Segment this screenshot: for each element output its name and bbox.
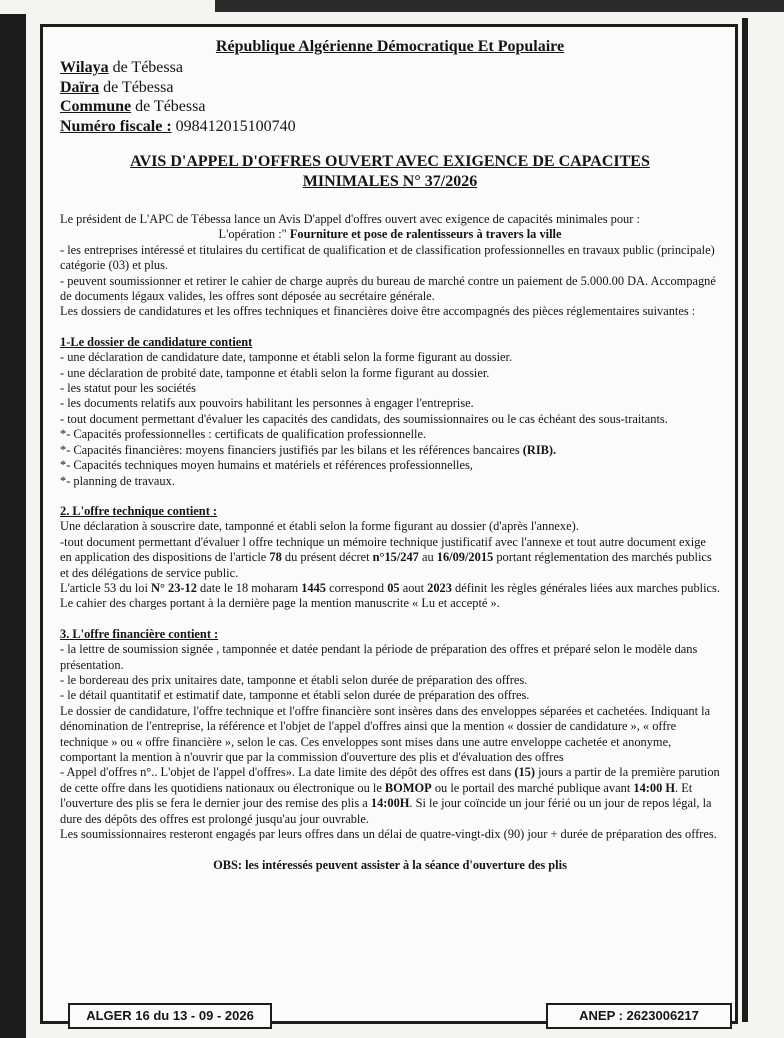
bold-run: BOMOP [384, 780, 432, 795]
fiscal-line [60, 117, 720, 137]
bold-run: 2023 [427, 580, 452, 595]
text-run: date le 18 moharam [196, 580, 302, 595]
financial-text: *- Capacités financières: moyens financiers justifiés par les bilans et les références bancaires [60, 442, 523, 457]
text-run: correspond [325, 580, 388, 595]
notice-title-line1: AVIS D'APPEL D'OFFRES OUVERT AVEC EXIGENCE DE CAPACITES [130, 153, 650, 170]
wilaya-value: de Tébessa [108, 59, 183, 76]
header-block [60, 58, 720, 136]
section3-item: - la lettre de soumission signée , tamponnée et datée pendant la période de préparation des offres et préparé selon le modèle dans présentation. [60, 642, 698, 672]
right-border [742, 18, 748, 1022]
footer-anep-box: ANEP : 2623006217 [546, 1003, 732, 1029]
section2-paragraph [60, 535, 720, 581]
text-run: au [418, 550, 437, 565]
bold-run: N° 23-12 [151, 580, 197, 595]
notice-title-line2: MINIMALES N° 37/2026 [302, 173, 478, 190]
section1-item: - les documents relatifs aux pouvoirs habilitant les personnes à engager l'entreprise. [60, 396, 474, 411]
bold-run: 14:00H [370, 796, 410, 811]
section3-item: - le détail quantitatif et estimatif date, tamponne et établi selon durée de préparation des offres. [60, 688, 530, 703]
documents-paragraph: Les dossiers de candidatures et les offres techniques et financières doive être accompagnés des pièces réglementaires suivantes : [60, 304, 696, 319]
eligibility-paragraph: - les entreprises intéressé et titulaires du certificat de qualification et de classification professionnelles en travaux public (principale) catégorie (03) et plus. [60, 242, 715, 273]
section1-item: - tout document permettant d'évaluer les capacités des candidats, des soumissionnaires ou le cas échéant des sous-traitants. [60, 411, 668, 426]
section1-title: 1-Le dossier de candidature contient [60, 334, 253, 349]
text-run: ou le portail des marché publique avant [431, 780, 634, 795]
wilaya-label: Wilaya [60, 59, 109, 76]
section2-paragraph [60, 581, 720, 596]
text-run: - Appel d'offres n°.. L'objet de l'appel d'offres». La date limite des dépôt des offres est dans [60, 765, 515, 780]
bold-run: (15) [514, 765, 535, 780]
daira-line [60, 78, 720, 98]
text-run: . Si le jour coïncide un jour férié ou un jour de repos légal, la dure des dépôts des offres est prolongé jusqu'au jour ouvrable. [60, 796, 712, 826]
text-run: jours a partir de la première parution de cette offre dans les quotidiens nationaux ou électronique ou le [60, 765, 720, 795]
section2-title: 2. L'offre technique contient : [60, 503, 218, 518]
section3-final-paragraph: Les soumissionnaires resteront engagés par leurs offres dans un délai de quatre-vingt-dix (90) jour + durée de préparation des offres. [60, 827, 717, 842]
operation-line [60, 227, 720, 242]
section1-item: - les statut pour les sociétés [60, 381, 196, 396]
bold-run: 14:00 H [633, 780, 676, 795]
section1-item: *- Capacités techniques moyen humains et matériels et références professionnelles, [60, 458, 473, 473]
daira-value: de Tébessa [99, 78, 174, 96]
intro-paragraph: Le président de L'APC de Tébessa lance un Avis D'appel d'offres ouvert avec exigence de capacités minimales pour : [60, 212, 640, 226]
text-run: portant réglementation des marchés publics et des délégations de service public. [60, 550, 712, 580]
text-run: du présent décret [281, 550, 373, 565]
section1-item: - une déclaration de probité date, tamponne et établi selon la forme figurant au dossier. [60, 365, 490, 380]
notice-body [60, 212, 720, 874]
text-run: . Et l'ouverture des plis se fera le dernier jour des remise des plis a [60, 780, 693, 811]
section2-paragraph: Une déclaration à souscrire date, tamponné et établi selon la forme figurant au dossier (d'après l'annexe). [60, 519, 579, 534]
top-border-cutout [0, 0, 219, 12]
text-run: L'article 53 du loi [60, 580, 152, 595]
bold-run: 16/09/2015 [436, 550, 494, 565]
section3-item: Le dossier de candidature, l'offre technique et l'offre financière sont insères dans des enveloppes séparées et cachetées. Indiquant la dénomination de l'entreprise, la référence et l'objet de l'appel d'offres ainsi que la mention « dossier de candidature », « offre technique » ou « offre financière », selon le cas. Ces enveloppes sont mises dans une autre enveloppe cachetée et anonyme, comportant la mention à n'ouvrir que par la commission d'ouverture des plis et d'évaluation des offres [60, 703, 711, 764]
left-border [0, 14, 26, 1038]
fiscal-value: 098412015100740 [171, 117, 296, 135]
section3-deadline-paragraph [60, 765, 720, 827]
obs-note: OBS: les intéressés peuvent assister à la séance d'ouverture des plis [213, 858, 567, 873]
section1-financial-item [60, 443, 720, 458]
commune-value: de Tébessa [131, 98, 206, 115]
section1-item: *- Capacités professionnelles : certificats de qualification professionnelle. [60, 427, 427, 442]
section1-item: *- planning de travaux. [60, 473, 175, 488]
section1-item: - une déclaration de candidature date, tamponne et établi selon la forme figurant au dossier. [60, 350, 513, 365]
section3-item: - le bordereau des prix unitaires date, tamponne et établi selon durée de préparation des offres. [60, 672, 528, 687]
text-run: aout [399, 580, 428, 595]
text-run: -tout document permettant d'évaluer l offre technique un mémoire technique justificatif avec l'annexe et tout autre document exige en application des dispositions de l'article [60, 534, 706, 565]
rib-label: (RIB). [522, 442, 557, 457]
withdrawal-paragraph: - peuvent soumissionner et retirer le cahier de charge auprès du bureau de marché contre un paiement de 5.000.00 DA. Accompagné de documents légaux valides, les offres sont déposée au secrétaire générale. [60, 273, 716, 304]
wilaya-line [60, 58, 720, 78]
daira-label: Daïra [60, 78, 100, 96]
top-border [0, 0, 784, 12]
bold-run: 78 [269, 550, 282, 565]
operation-value: Fourniture et pose de ralentisseurs à travers la ville [289, 227, 562, 242]
bold-run: n°15/247 [372, 550, 419, 565]
text-run: définit les règles générales liées aux marches publics. [451, 580, 720, 595]
fiscal-label: Numéro fiscale : [60, 117, 172, 135]
republic-heading: République Algérienne Démocratique Et Populaire [215, 38, 565, 55]
commune-line [60, 97, 720, 117]
section2-paragraph: Le cahier des charges portant à la dernière page la mention manuscrite « Lu et accepté ». [60, 596, 500, 611]
bold-run: 05 [387, 580, 400, 595]
bold-run: 1445 [301, 580, 326, 595]
section3-title: 3. L'offre financière contient : [60, 626, 219, 641]
commune-label: Commune [60, 98, 132, 115]
notice-content [60, 38, 720, 874]
notice-title [60, 152, 720, 192]
operation-label: L'opération :" [218, 227, 290, 242]
footer-date-box: ALGER 16 du 13 - 09 - 2026 [68, 1003, 272, 1029]
